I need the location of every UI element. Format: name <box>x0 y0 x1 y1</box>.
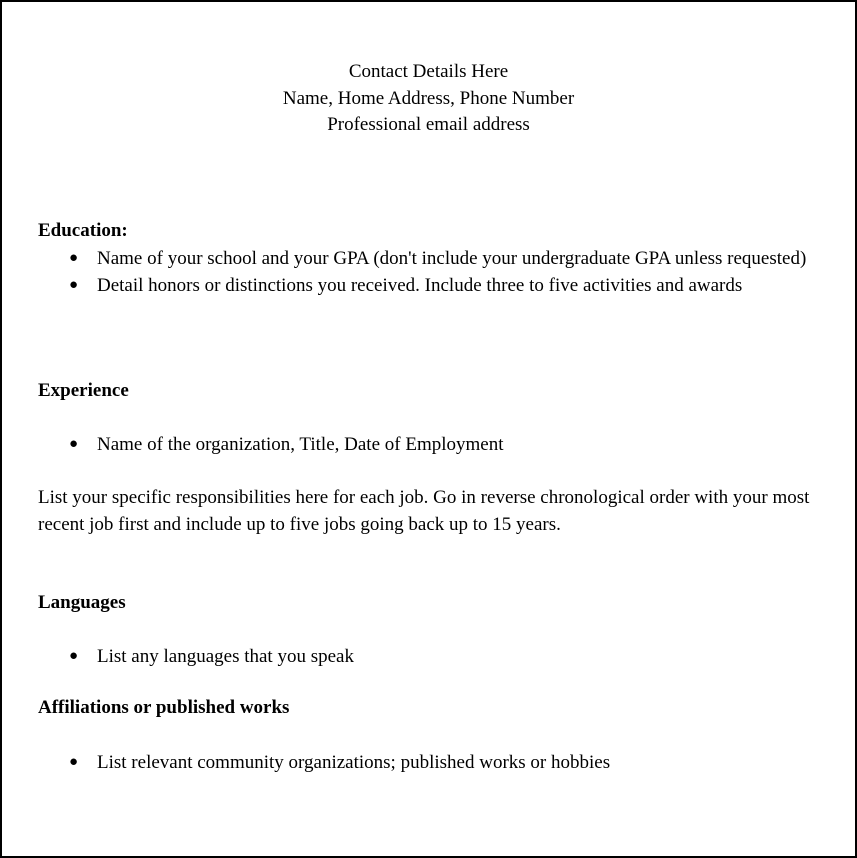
experience-item-organization: Name of the organization, Title, Date of Employment <box>97 434 504 455</box>
experience-list <box>38 431 825 458</box>
contact-block <box>2 59 855 139</box>
affiliations-list <box>38 749 825 776</box>
education-item-school: Name of your school and your GPA (don't include your undergraduate GPA unless requested) <box>97 248 807 269</box>
languages-list <box>38 643 825 670</box>
experience-heading: Experience <box>38 380 129 401</box>
affiliations-heading: Affiliations or published works <box>38 697 290 718</box>
bullet-icon: ● <box>69 648 79 664</box>
experience-description: List your specific responsibilities here for each job. Go in reverse chronological order with your most recent job first and include up to five jobs going back up to 15 years. <box>38 487 810 535</box>
bullet-icon: ● <box>69 754 79 770</box>
list-item <box>38 643 825 670</box>
bullet-icon: ● <box>69 436 79 452</box>
list-item <box>38 431 825 458</box>
contact-email: Professional email address <box>327 114 530 135</box>
bullet-icon: ● <box>69 250 79 266</box>
education-heading: Education: <box>38 220 128 241</box>
contact-heading: Contact Details Here <box>348 61 509 82</box>
list-item <box>38 245 825 272</box>
list-item <box>38 272 825 299</box>
contact-name-address-phone: Name, Home Address, Phone Number <box>282 87 575 109</box>
languages-item: List any languages that you speak <box>97 646 354 667</box>
education-list <box>38 245 825 299</box>
bullet-icon: ● <box>69 277 79 293</box>
list-item <box>38 749 825 776</box>
affiliations-item: List relevant community organizations; published works or hobbies <box>97 752 611 773</box>
languages-heading: Languages <box>38 592 126 613</box>
education-item-honors: Detail honors or distinctions you received. Include three to five activities and awards <box>97 275 743 296</box>
